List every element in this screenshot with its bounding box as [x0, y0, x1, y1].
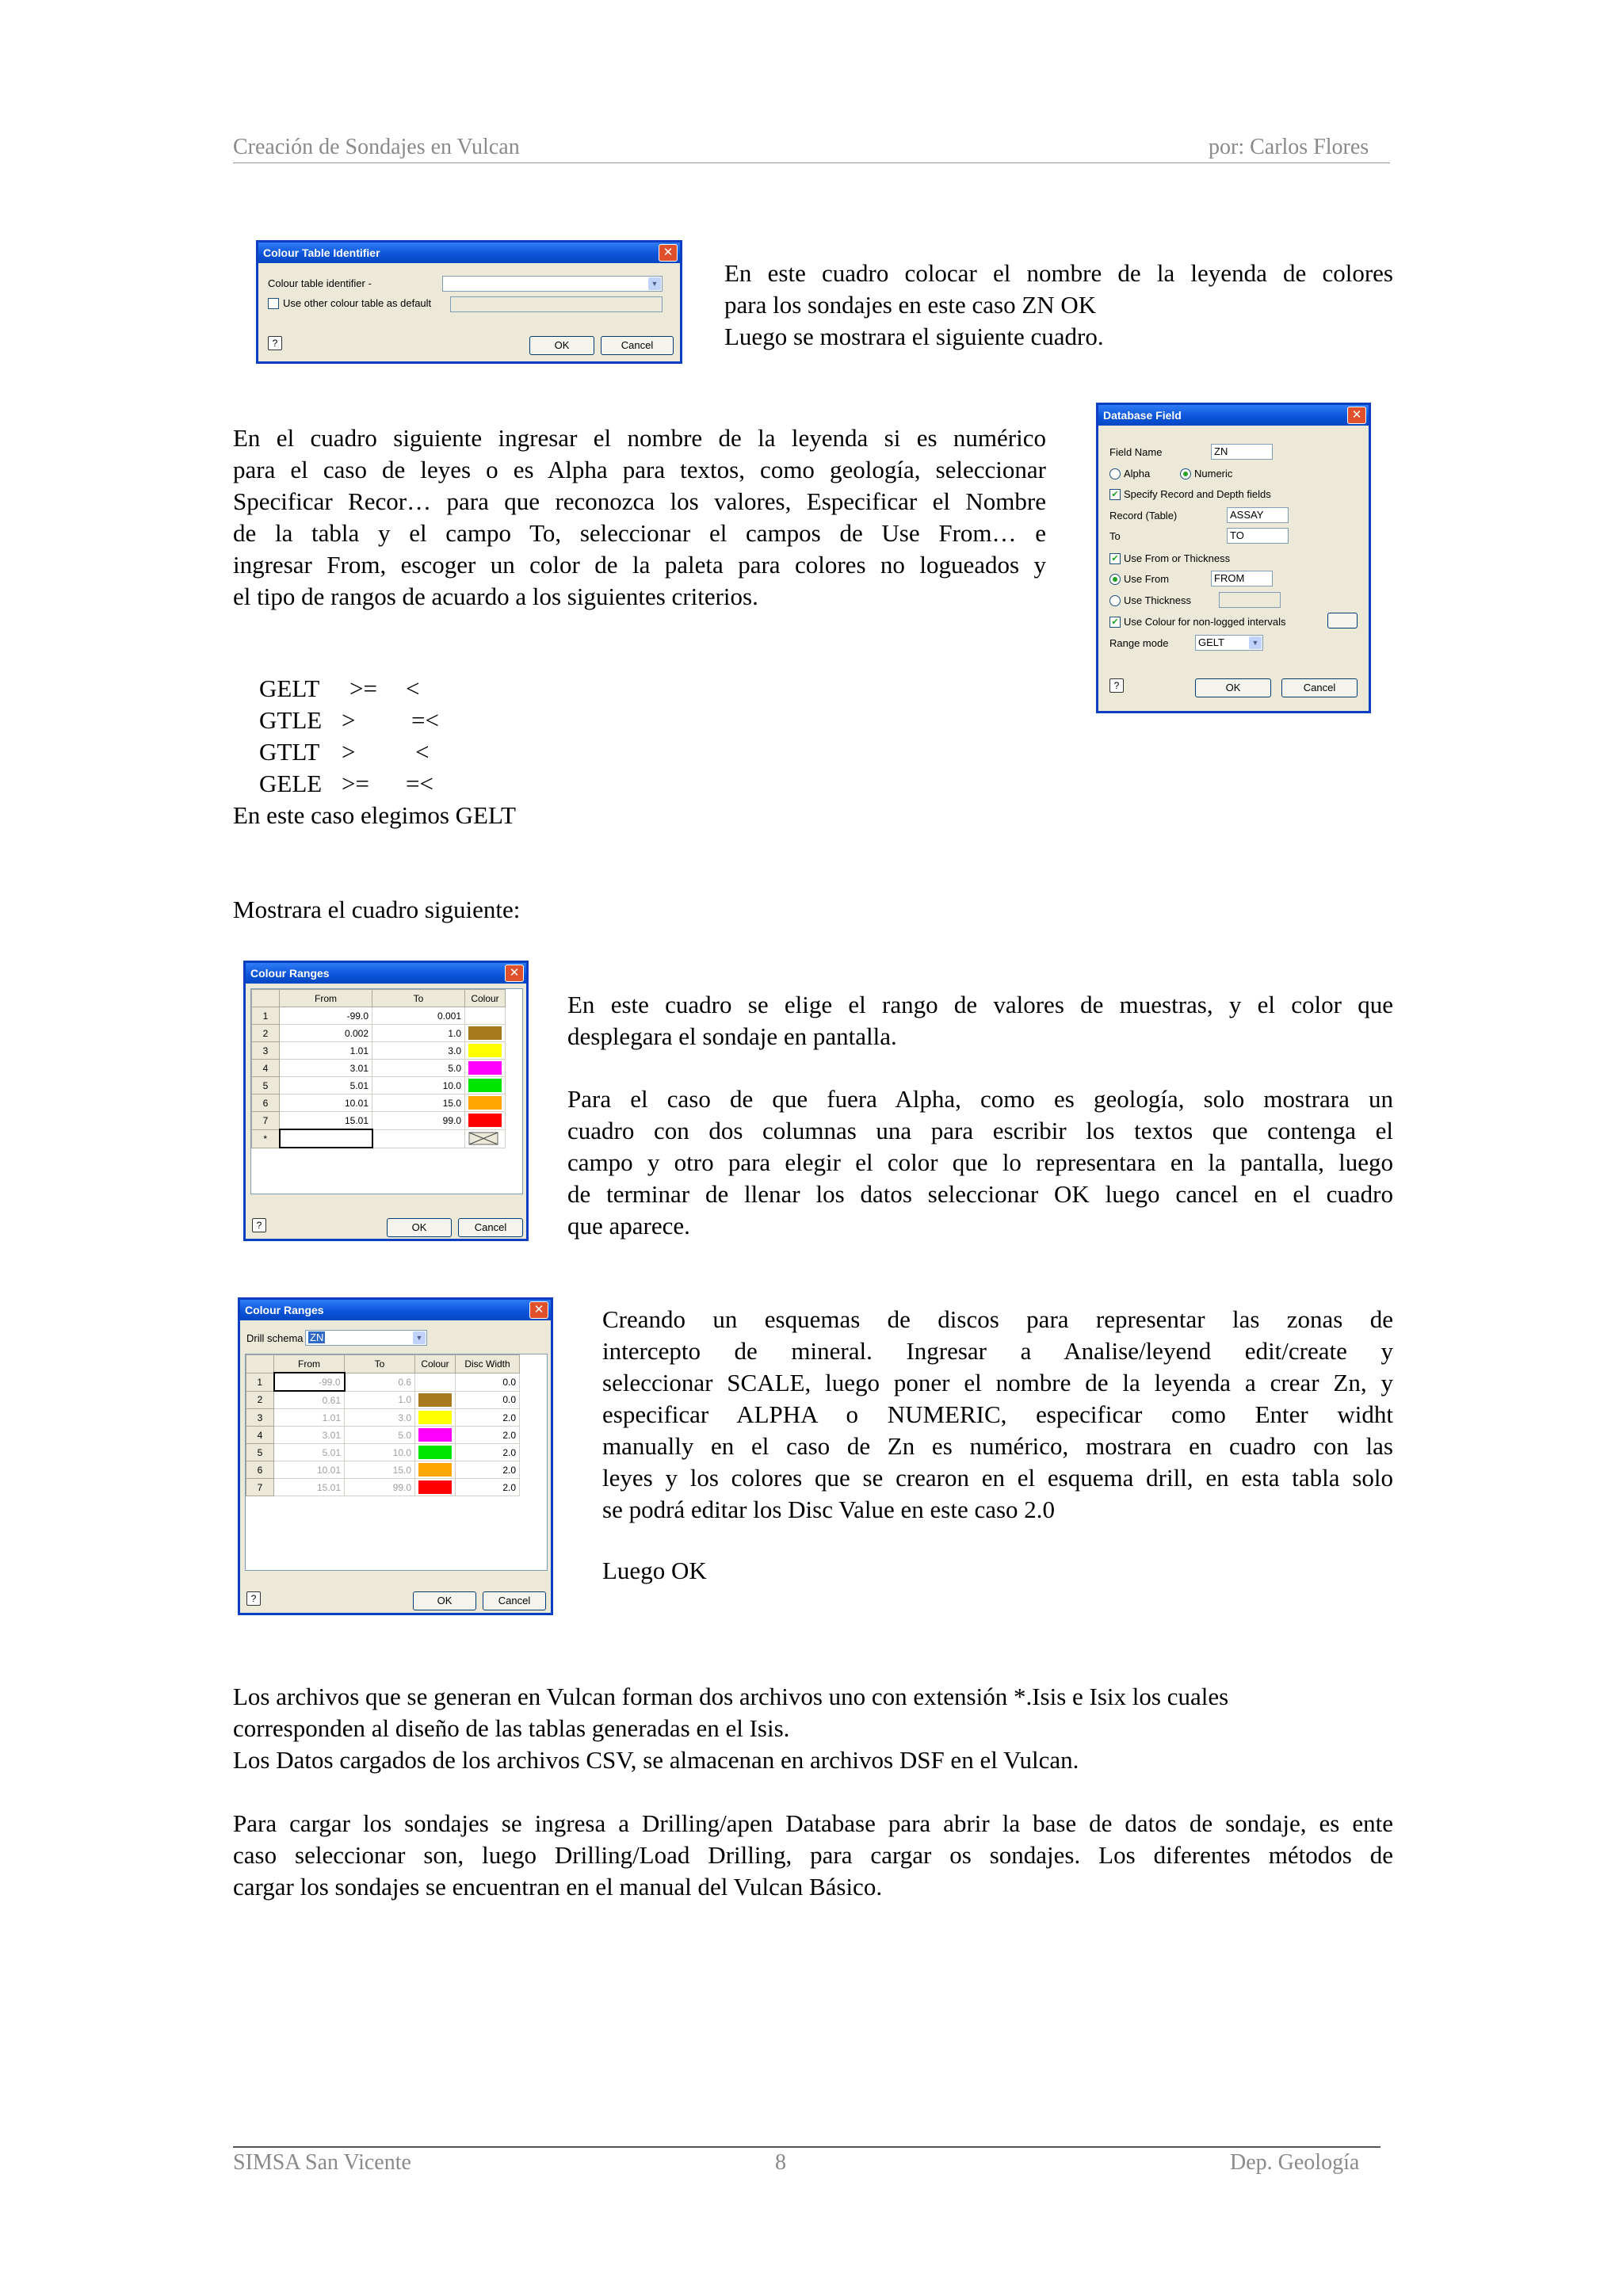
criteria-upper: =<: [406, 770, 433, 797]
help-icon[interactable]: ?: [252, 1218, 266, 1232]
row-number: 2: [252, 1025, 280, 1042]
chevron-down-icon: ▼: [648, 277, 661, 290]
specify-record-checkbox[interactable]: ✔: [1109, 489, 1121, 500]
from-cell: 15.01: [274, 1479, 345, 1496]
use-colour-checkbox[interactable]: ✔: [1109, 617, 1121, 628]
criteria-upper: <: [415, 738, 430, 766]
to-input[interactable]: TO: [1227, 528, 1289, 544]
chevron-down-icon[interactable]: ▼: [1249, 636, 1262, 649]
criteria-lower: >: [342, 706, 356, 734]
disc-width-cell[interactable]: 2.0: [456, 1427, 520, 1444]
disc-width-header: Disc Width: [456, 1355, 520, 1373]
cancel-button[interactable]: Cancel: [483, 1591, 546, 1610]
page-number: 8: [775, 2150, 786, 2175]
use-thickness-radio[interactable]: [1109, 595, 1121, 606]
other-table-dropdown: [450, 296, 663, 312]
paragraph-7: [233, 1808, 1393, 1903]
numeric-label: Numeric: [1194, 468, 1233, 479]
to-cell[interactable]: 10.0: [372, 1077, 465, 1095]
colour-swatch: [418, 1375, 452, 1389]
table-row[interactable]: [252, 1007, 506, 1025]
grid-header-row: [252, 990, 506, 1007]
footer-right: Dep. Geología: [1230, 2150, 1360, 2175]
row-number: 4: [252, 1060, 280, 1077]
identifier-dropdown[interactable]: [442, 276, 663, 292]
row-number: 7: [252, 1112, 280, 1130]
to-cell: 99.0: [345, 1479, 415, 1496]
text-line: En este cuadro colocar el nombre de la leyenda de colores: [724, 259, 1393, 287]
text-line: de la tabla y el campo To, seleccionar el campos de Use From… e: [233, 519, 1046, 547]
row-number: 4: [246, 1427, 274, 1444]
criteria-code: GTLT: [259, 738, 320, 766]
text-line: cargar los sondajes se encuentran en el manual del Vulcan Básico.: [233, 1873, 883, 1901]
database-field-dialog: [1096, 403, 1371, 713]
colour-cell[interactable]: [465, 1025, 506, 1042]
text-line: manually en el caso de Zn es numérico, mostrara en cuadro con las: [602, 1432, 1393, 1460]
ok-button[interactable]: OK: [1195, 678, 1271, 697]
colour-cell: [415, 1444, 456, 1461]
to-cell[interactable]: 15.0: [372, 1095, 465, 1112]
text-line: cuadro con dos columnas una para escribir los textos que contenga el: [567, 1117, 1393, 1144]
use-from-thickness-label: Use From or Thickness: [1124, 552, 1231, 564]
table-row[interactable]: [252, 1025, 506, 1042]
dialog-title: Colour Ranges: [250, 967, 330, 980]
dialog-title: Colour Ranges: [245, 1304, 324, 1316]
range-mode-label: Range mode: [1109, 637, 1169, 649]
range-criteria-list: [259, 673, 497, 800]
text-line: Los archivos que se generan en Vulcan forman dos archivos uno con extensión *.Isis e Isix los cuales: [233, 1683, 1229, 1710]
to-cell[interactable]: [372, 1129, 465, 1148]
row-number: *: [252, 1129, 280, 1148]
criteria-code: GELE: [259, 770, 323, 797]
alpha-radio[interactable]: [1109, 468, 1121, 479]
close-icon[interactable]: ✕: [529, 1301, 548, 1319]
colour-swatch: [418, 1411, 452, 1424]
from-cell: 5.01: [274, 1444, 345, 1461]
close-icon[interactable]: ✕: [505, 965, 524, 982]
colour-table-identifier-dialog: [256, 240, 682, 364]
paragraph-6: [233, 1681, 1422, 1776]
dialog-title-bar: [258, 243, 680, 263]
criteria-code: GTLE: [259, 706, 323, 734]
drill-schema-label: Drill schema: [246, 1332, 304, 1344]
header-left: Creación de Sondajes en Vulcan: [233, 135, 520, 159]
paragraph-3: [567, 989, 1393, 1052]
row-number: 1: [252, 1007, 280, 1025]
to-header: To: [372, 990, 465, 1007]
colour-cell[interactable]: [465, 1060, 506, 1077]
criteria-lower: >=: [349, 674, 377, 702]
colour-cell[interactable]: [465, 1007, 506, 1025]
dialog-title-bar: [240, 1300, 551, 1320]
text-line: Luego se mostrara el siguiente cuadro.: [724, 323, 1104, 350]
text-line: intercepto de mineral. Ingresar a Analise/leyend edit/create y: [602, 1337, 1393, 1365]
help-icon[interactable]: ?: [246, 1591, 261, 1606]
close-icon[interactable]: ✕: [1347, 407, 1366, 424]
row-number-header: [246, 1355, 274, 1373]
text-line: que aparece.: [567, 1212, 690, 1240]
to-cell: 5.0: [345, 1427, 415, 1444]
colour-cell: [415, 1427, 456, 1444]
table-row[interactable]: [246, 1427, 520, 1444]
criteria-note: En este caso elegimos GELT: [233, 801, 516, 829]
text-line: leyes y los colores que se crearon en el esquema drill, en esta tabla solo: [602, 1464, 1393, 1492]
colour-cell: [415, 1479, 456, 1496]
from-cell[interactable]: [280, 1129, 372, 1148]
colour-cell: [415, 1373, 456, 1391]
field-name-input[interactable]: ZN: [1211, 444, 1273, 460]
table-row[interactable]: [252, 1129, 506, 1148]
ok-button[interactable]: OK: [529, 336, 594, 355]
criteria-row: [259, 673, 497, 705]
disc-ranges-grid: [245, 1354, 548, 1571]
colour-swatch: [418, 1446, 452, 1459]
table-row[interactable]: [246, 1479, 520, 1496]
text-line: Specificar Recor… para que reconozca los valores, Especificar el Nombre: [233, 487, 1046, 515]
row-number: 5: [252, 1077, 280, 1095]
disc-width-cell[interactable]: 2.0: [456, 1479, 520, 1496]
use-other-label: Use other colour table as default: [283, 297, 432, 309]
colour-cell[interactable]: [465, 1095, 506, 1112]
header-right: por: Carlos Flores: [1209, 135, 1369, 159]
text-line: especificar ALPHA o NUMERIC, especificar como Enter widht: [602, 1400, 1393, 1428]
colour-swatch: [468, 1044, 502, 1057]
grid-header-row: [246, 1355, 520, 1373]
use-other-checkbox[interactable]: [268, 298, 279, 309]
use-from-thickness-checkbox[interactable]: ✔: [1109, 553, 1121, 564]
table-row[interactable]: [252, 1060, 506, 1077]
use-thickness-input: [1219, 592, 1281, 608]
colour-cell: [415, 1391, 456, 1409]
specify-record-label: Specify Record and Depth fields: [1124, 488, 1271, 500]
colour-swatch: [468, 1026, 502, 1040]
colour-cell: [415, 1409, 456, 1427]
row-number: 5: [246, 1444, 274, 1461]
colour-swatch: [468, 1114, 502, 1127]
text-line: caso seleccionar son, luego Drilling/Load Drilling, para cargar os sondajes. Los diferentes métodos de: [233, 1841, 1393, 1869]
paragraph-1: [724, 258, 1393, 353]
header-rule: [233, 162, 1390, 163]
colour-cell[interactable]: [465, 1129, 506, 1148]
disc-width-cell[interactable]: 2.0: [456, 1461, 520, 1479]
table-row[interactable]: [246, 1461, 520, 1479]
to-cell: 15.0: [345, 1461, 415, 1479]
alpha-label: Alpha: [1124, 468, 1151, 479]
from-cell: -99.0: [274, 1373, 345, 1391]
colour-cell[interactable]: [465, 1042, 506, 1060]
cancel-button[interactable]: Cancel: [458, 1218, 523, 1237]
criteria-row: [259, 768, 497, 800]
from-cell[interactable]: 15.01: [280, 1112, 372, 1130]
empty-colour-icon: [468, 1132, 498, 1145]
dialog-title: Colour Table Identifier: [263, 246, 380, 259]
row-number-header: [252, 990, 280, 1007]
table-row[interactable]: [246, 1409, 520, 1427]
from-cell: 10.01: [274, 1461, 345, 1479]
text-line: Los Datos cargados de los archivos CSV, se almacenan en archivos DSF en el Vulcan.: [233, 1746, 1079, 1774]
chevron-down-icon: ▼: [413, 1331, 426, 1344]
from-cell[interactable]: 0.002: [280, 1025, 372, 1042]
use-thickness-label: Use Thickness: [1124, 594, 1192, 606]
row-number: 7: [246, 1479, 274, 1496]
criteria-lower: >: [342, 738, 356, 766]
to-cell[interactable]: 5.0: [372, 1060, 465, 1077]
row-number: 3: [246, 1409, 274, 1427]
row-number: 1: [246, 1373, 274, 1391]
use-from-input[interactable]: FROM: [1211, 571, 1273, 586]
paragraph-5: [602, 1304, 1393, 1526]
text-line: En este cuadro se elige el rango de valores de muestras, y el color que: [567, 991, 1393, 1018]
colour-swatch: [468, 1061, 502, 1075]
table-row[interactable]: [252, 1077, 506, 1095]
text-line: para los sondajes en este caso ZN OK: [724, 291, 1097, 319]
use-from-radio[interactable]: [1109, 574, 1121, 585]
disc-width-cell[interactable]: 2.0: [456, 1409, 520, 1427]
footer-rule: [233, 2146, 1381, 2148]
from-cell[interactable]: -99.0: [280, 1007, 372, 1025]
table-row[interactable]: [252, 1112, 506, 1130]
to-cell[interactable]: 1.0: [372, 1025, 465, 1042]
text-line: seleccionar SCALE, luego poner el nombre de la leyenda a crear Zn, y: [602, 1369, 1393, 1396]
drill-schema-dropdown[interactable]: [305, 1330, 427, 1346]
cancel-button[interactable]: Cancel: [601, 336, 674, 355]
colour-swatch: [468, 1009, 502, 1022]
cancel-button[interactable]: Cancel: [1281, 678, 1358, 697]
to-cell: 0.6: [345, 1373, 415, 1391]
disc-width-cell[interactable]: 0.0: [456, 1391, 520, 1409]
dialog-title-bar: [246, 963, 526, 984]
criteria-row: [259, 705, 497, 736]
from-header: From: [274, 1355, 345, 1373]
record-label: Record (Table): [1109, 510, 1178, 521]
colour-header: Colour: [465, 990, 506, 1007]
criteria-upper: <: [406, 674, 420, 702]
table-row[interactable]: [246, 1391, 520, 1409]
to-cell[interactable]: 99.0: [372, 1112, 465, 1130]
text-line: ingresar From, escoger un color de la paleta para colores no logueados y: [233, 551, 1046, 579]
from-cell[interactable]: 10.01: [280, 1095, 372, 1112]
colour-swatch: [468, 1096, 502, 1110]
to-header: To: [345, 1355, 415, 1373]
ok-button[interactable]: OK: [413, 1591, 476, 1610]
row-number: 2: [246, 1391, 274, 1409]
colour-ranges-disc-dialog: [238, 1297, 553, 1615]
text-line: corresponden al diseño de las tablas generadas en el Isis.: [233, 1714, 790, 1742]
disc-width-cell[interactable]: 0.0: [456, 1373, 520, 1391]
use-from-label: Use From: [1124, 573, 1170, 585]
dialog-title-bar: [1098, 405, 1369, 426]
to-cell[interactable]: 0.001: [372, 1007, 465, 1025]
paragraph-2: [233, 422, 1046, 613]
text-line: campo y otro para elegir el color que lo representara en la pantalla, luego: [567, 1148, 1393, 1176]
from-cell: 1.01: [274, 1409, 345, 1427]
footer-left: SIMSA San Vicente: [233, 2150, 411, 2175]
numeric-radio[interactable]: [1180, 468, 1191, 479]
colour-swatch: [468, 1079, 502, 1092]
from-cell: 0.61: [274, 1391, 345, 1409]
luego-ok-text: Luego OK: [602, 1557, 707, 1584]
from-header: From: [280, 990, 372, 1007]
criteria-lower: >=: [342, 770, 369, 797]
row-number: 3: [252, 1042, 280, 1060]
paragraph-4: [567, 1083, 1393, 1242]
text-line: Para el caso de que fuera Alpha, como es geología, solo mostrara un: [567, 1085, 1393, 1113]
to-cell: 3.0: [345, 1409, 415, 1427]
colour-cell[interactable]: [465, 1077, 506, 1095]
record-input[interactable]: ASSAY: [1227, 507, 1289, 523]
colour-cell: [415, 1461, 456, 1479]
from-cell[interactable]: 3.01: [280, 1060, 372, 1077]
close-icon[interactable]: ✕: [659, 244, 678, 262]
colour-header: Colour: [415, 1355, 456, 1373]
colour-ranges-dialog: [243, 961, 529, 1241]
from-cell: 3.01: [274, 1427, 345, 1444]
colour-picker-button[interactable]: [1327, 613, 1358, 628]
to-cell: 1.0: [345, 1391, 415, 1409]
field-name-label: Field Name: [1109, 446, 1163, 458]
help-icon[interactable]: ?: [268, 336, 282, 350]
ok-button[interactable]: OK: [387, 1218, 452, 1237]
colour-cell[interactable]: [465, 1112, 506, 1130]
to-cell: 10.0: [345, 1444, 415, 1461]
text-line: En el cuadro siguiente ingresar el nombre de la leyenda si es numérico: [233, 424, 1046, 452]
colour-swatch: [418, 1393, 452, 1407]
row-number: 6: [246, 1461, 274, 1479]
to-cell[interactable]: 3.0: [372, 1042, 465, 1060]
from-cell[interactable]: 1.01: [280, 1042, 372, 1060]
table-row[interactable]: [246, 1373, 520, 1391]
drill-schema-value: ZN: [310, 1331, 324, 1343]
text-line: el tipo de rangos de acuardo a los siguientes criterios.: [233, 583, 758, 610]
criteria-upper: =<: [411, 706, 439, 734]
help-icon[interactable]: ?: [1109, 678, 1124, 693]
colour-swatch: [418, 1480, 452, 1494]
to-label: To: [1109, 530, 1121, 542]
use-colour-label: Use Colour for non-logged intervals: [1124, 616, 1286, 628]
range-mode-dropdown[interactable]: GELT: [1195, 635, 1263, 651]
text-line: desplegara el sondaje en pantalla.: [567, 1022, 897, 1050]
text-line: Creando un esquemas de discos para representar las zonas de: [602, 1305, 1393, 1333]
criteria-code: GELT: [259, 674, 320, 702]
row-number: 6: [252, 1095, 280, 1112]
text-line: Para cargar los sondajes se ingresa a Drilling/apen Database para abrir la base de datos de sondaje, es ente: [233, 1809, 1393, 1837]
text-line: para el caso de leyes o es Alpha para textos, como geología, seleccionar: [233, 456, 1046, 483]
colour-swatch: [418, 1428, 452, 1442]
criteria-row: [259, 736, 497, 768]
disc-width-cell[interactable]: 2.0: [456, 1444, 520, 1461]
text-line: se podrá editar los Disc Value en este caso 2.0: [602, 1496, 1056, 1523]
colour-ranges-grid: [250, 988, 523, 1194]
table-row[interactable]: [252, 1095, 506, 1112]
table-row[interactable]: [246, 1444, 520, 1461]
mostrara-text: Mostrara el cuadro siguiente:: [233, 896, 521, 923]
identifier-label: Colour table identifier -: [268, 277, 372, 289]
table-row[interactable]: [252, 1042, 506, 1060]
text-line: de terminar de llenar los datos seleccionar OK luego cancel en el cuadro: [567, 1180, 1393, 1208]
from-cell[interactable]: 5.01: [280, 1077, 372, 1095]
dialog-title: Database Field: [1103, 409, 1182, 422]
colour-swatch: [418, 1463, 452, 1477]
